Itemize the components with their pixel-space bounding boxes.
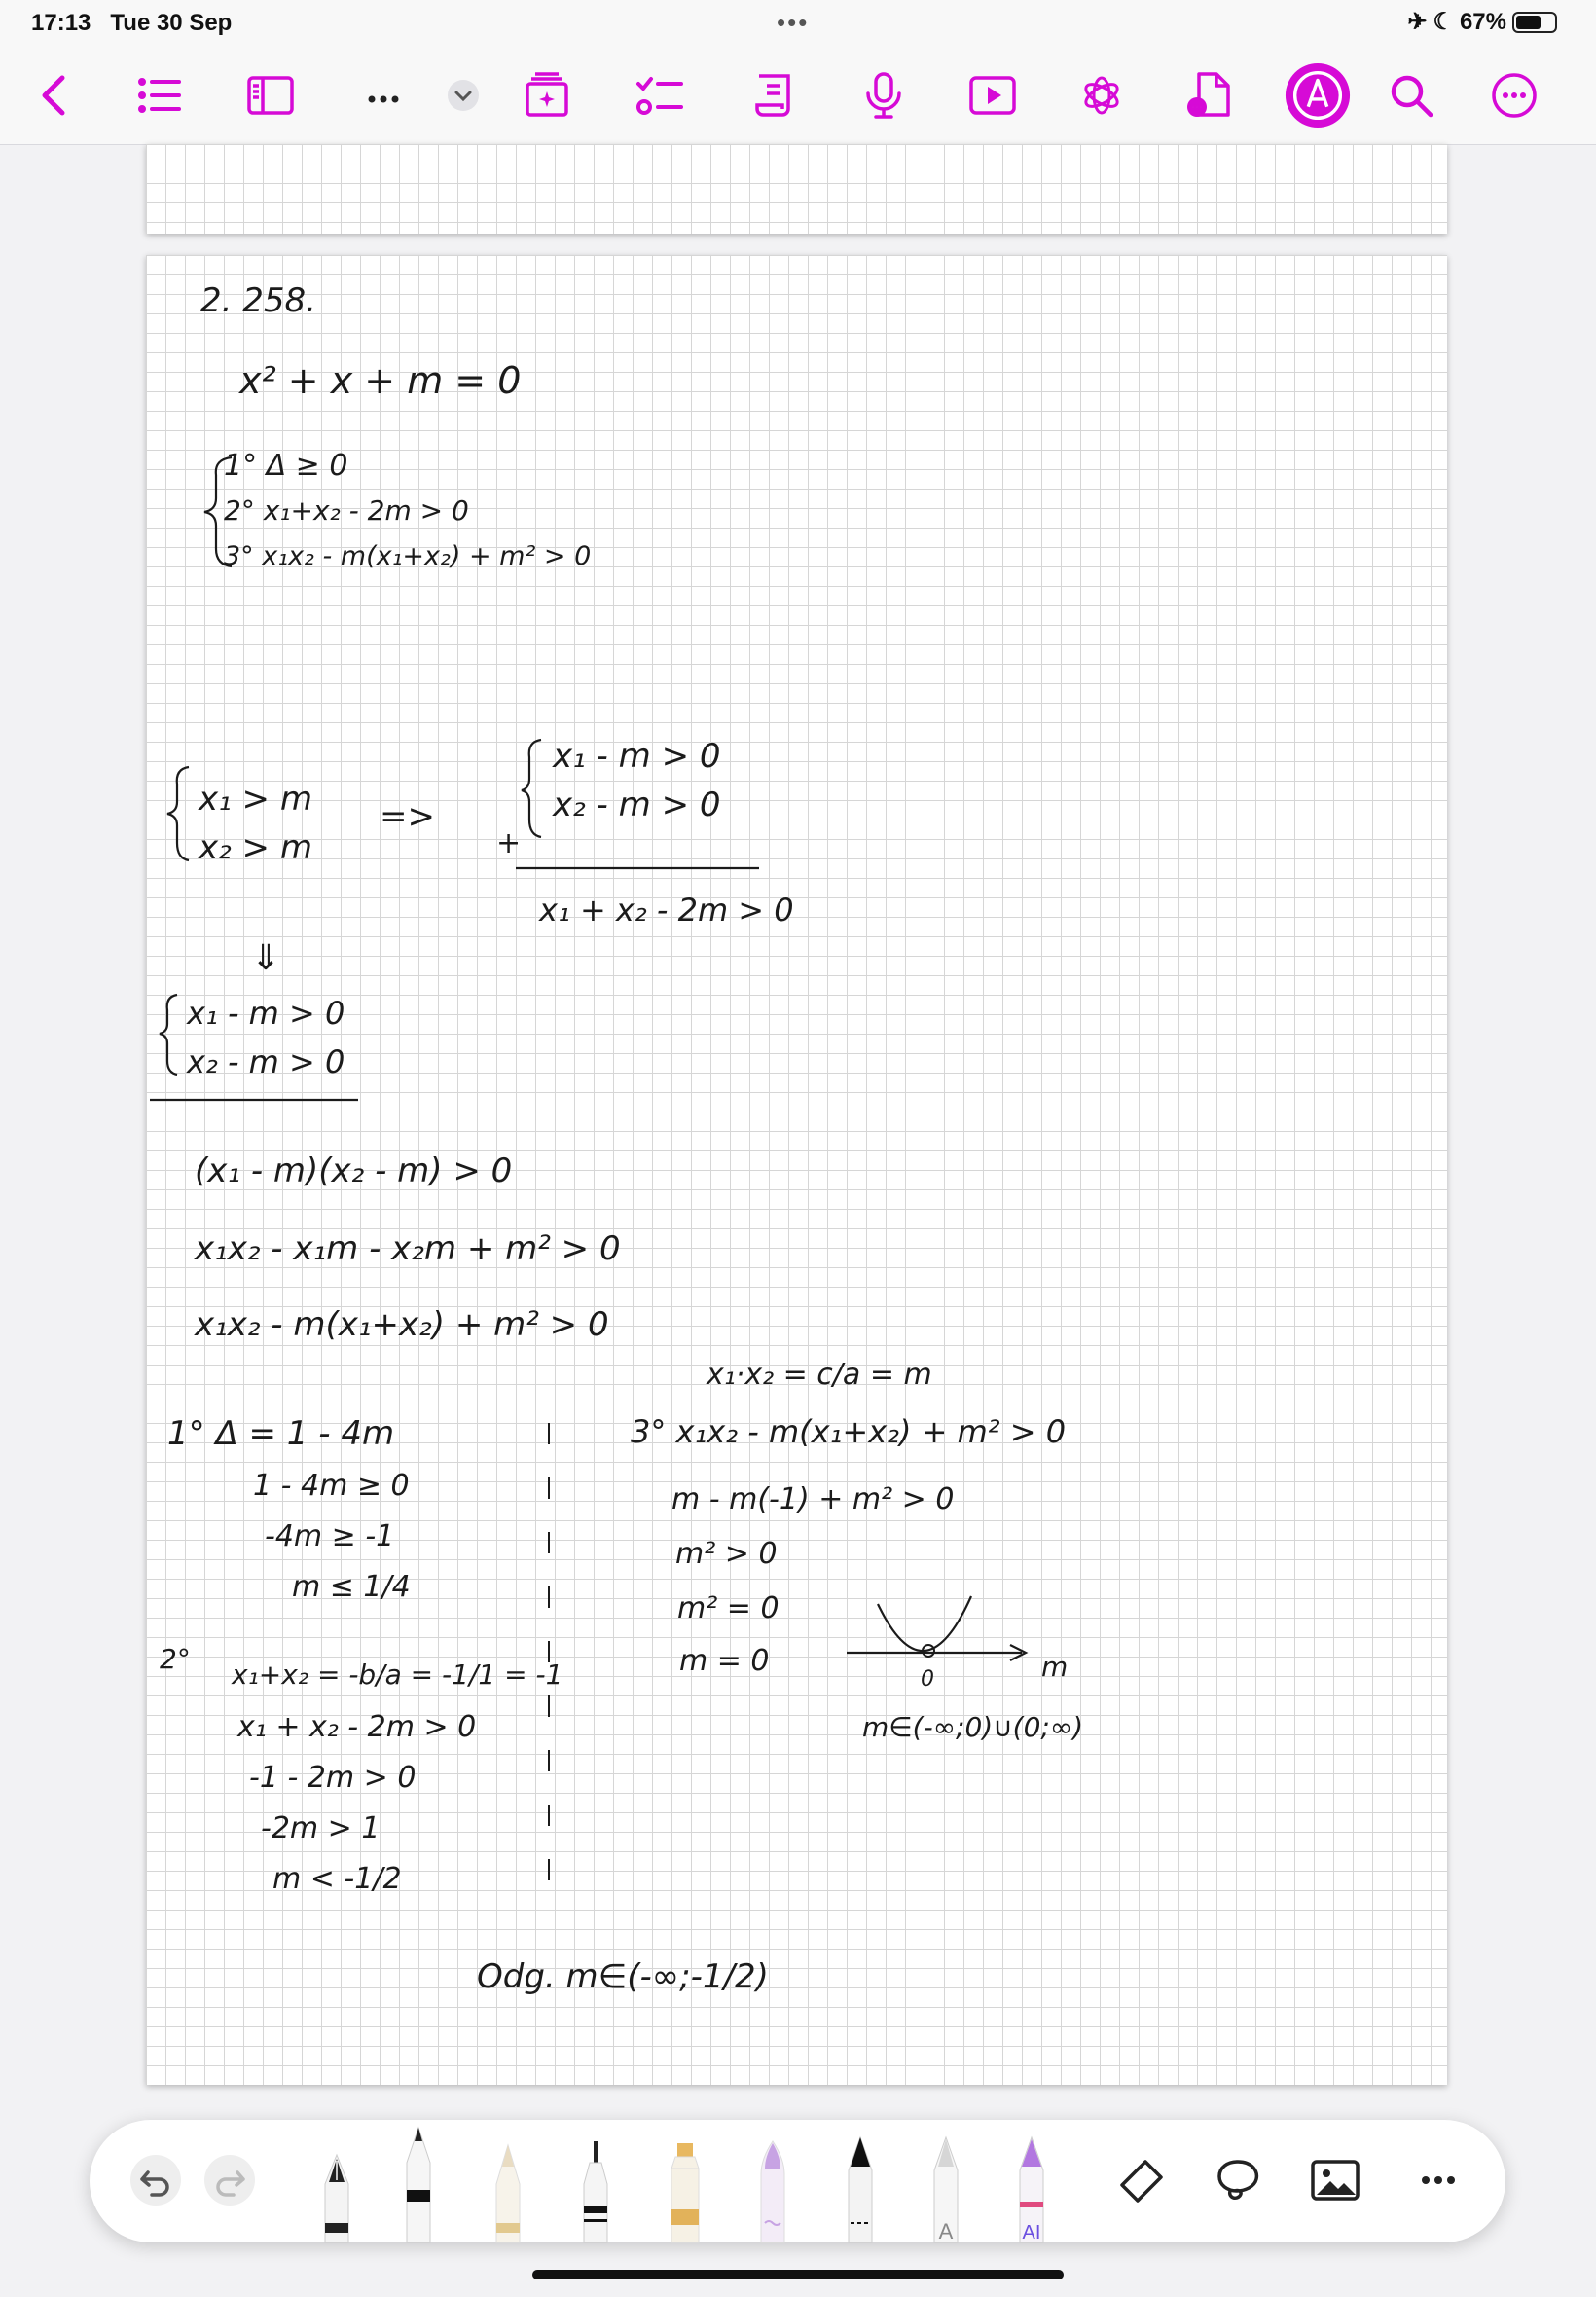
- part2-3: -1 - 2m > 0: [249, 1761, 417, 1795]
- down-arrow: ⇓: [251, 938, 281, 978]
- notebook-page[interactable]: [146, 255, 1447, 2085]
- fineliner-tool[interactable]: [576, 2141, 615, 2242]
- brace-a: [167, 767, 189, 860]
- part3-2: m - m(-1) + m² > 0: [671, 1482, 955, 1516]
- implies-arrow: =>: [380, 797, 435, 836]
- play-icon[interactable]: [963, 66, 1022, 125]
- part1-1: 1° Δ = 1 - 4m: [167, 1414, 395, 1453]
- more-circle-icon[interactable]: [1485, 66, 1543, 125]
- final-answer: Odg. m∈(-∞;-1/2): [477, 1957, 769, 1996]
- condition-3: 3° x₁x₂ - m(x₁+x₂) + m² > 0: [224, 541, 592, 571]
- checklist-icon[interactable]: [631, 66, 689, 125]
- microphone-icon[interactable]: [854, 66, 913, 125]
- derive-b-1: x₁ - m > 0: [553, 737, 721, 776]
- plus-sign: +: [496, 826, 522, 860]
- battery-icon: [1512, 12, 1557, 33]
- eraser-icon[interactable]: [1113, 2151, 1172, 2209]
- brace-c: [160, 995, 177, 1075]
- tool-palette: [90, 2120, 1505, 2242]
- more-horiz-icon[interactable]: [354, 66, 413, 125]
- search-icon[interactable]: [1382, 66, 1440, 125]
- derive-a-1: x₁ > m: [199, 780, 312, 819]
- list-icon[interactable]: [130, 66, 189, 125]
- home-indicator[interactable]: [532, 2270, 1064, 2279]
- ai-pen-label: AI: [1022, 2222, 1041, 2243]
- parabola-graph: [847, 1596, 1068, 1692]
- product-1: (x₁ - m)(x₂ - m) > 0: [195, 1151, 513, 1190]
- vieta-formula: x₁·x₂ = c/a = m: [707, 1358, 932, 1392]
- part3-1: 3° x₁x₂ - m(x₁+x₂) + m² > 0: [631, 1413, 1067, 1450]
- graph-zero-label: 0: [921, 1667, 934, 1692]
- fountain-pen-tool[interactable]: [317, 2147, 356, 2242]
- part2-2: x₁ + x₂ - 2m > 0: [237, 1710, 477, 1744]
- chevron-down-icon[interactable]: [434, 66, 492, 125]
- chatgpt-icon[interactable]: [1072, 66, 1131, 125]
- status-date: Tue 30 Sep: [110, 10, 233, 36]
- battery-percent: 67%: [1459, 8, 1506, 35]
- status-time: 17:13 Tue 30 Sep: [31, 10, 233, 36]
- status-bar: [0, 0, 1596, 47]
- part3-4: m² = 0: [677, 1591, 780, 1625]
- derive-c-2: x₂ - m > 0: [187, 1043, 345, 1080]
- ai-pen-tool[interactable]: [1012, 2137, 1051, 2242]
- product-2: x₁x₂ - x₁m - x₂m + m² > 0: [195, 1229, 621, 1268]
- ai-insert-icon[interactable]: [518, 66, 576, 125]
- file-share-icon[interactable]: [1181, 66, 1240, 125]
- derive-a-2: x₂ > m: [199, 828, 312, 867]
- derive-b-2: x₂ - m > 0: [553, 785, 721, 824]
- problem-number: 2. 258.: [200, 281, 316, 320]
- font-pen-label: A: [938, 2219, 954, 2243]
- airplane-icon: ✈: [1407, 9, 1428, 35]
- part1-2: 1 - 4m ≥ 0: [253, 1469, 410, 1503]
- condition-1: 1° Δ ≥ 0: [224, 449, 348, 483]
- equation: x² + x + m = 0: [239, 359, 522, 402]
- moon-icon: ☾: [1433, 9, 1454, 35]
- font-pen-tool[interactable]: [926, 2137, 965, 2242]
- brace-b: [522, 740, 541, 837]
- pen-mode-icon[interactable]: [1283, 60, 1353, 130]
- watercolor-brush-tool[interactable]: [753, 2141, 792, 2242]
- more-tools-icon[interactable]: [1409, 2151, 1468, 2209]
- status-right: [1407, 8, 1557, 36]
- part2-5: m < -1/2: [272, 1862, 402, 1896]
- previous-page[interactable]: [146, 144, 1447, 234]
- marker-tool[interactable]: [841, 2137, 880, 2242]
- scroll-icon[interactable]: [745, 66, 804, 125]
- interval-result: m∈(-∞;0)∪(0;∞): [862, 1711, 1084, 1743]
- part3-3: m² > 0: [675, 1537, 778, 1571]
- sum-result: x₁ + x₂ - 2m > 0: [539, 892, 794, 929]
- product-3: x₁x₂ - m(x₁+x₂) + m² > 0: [195, 1305, 609, 1344]
- image-icon[interactable]: [1306, 2151, 1364, 2209]
- part1-3: -4m ≥ -1: [265, 1519, 395, 1553]
- parabola-curve: [878, 1596, 971, 1651]
- pencil-tool[interactable]: [489, 2145, 527, 2242]
- back-icon[interactable]: [25, 66, 84, 125]
- handwriting-layer: [146, 255, 1447, 2085]
- derive-c-1: x₁ - m > 0: [187, 995, 345, 1032]
- ballpoint-pen-tool[interactable]: [399, 2128, 438, 2242]
- undo-button[interactable]: [127, 2151, 185, 2209]
- part2-1: x₁+x₂ = -b/a = -1/1 = -1: [232, 1659, 563, 1691]
- highlighter-tool[interactable]: [664, 2143, 707, 2242]
- redo-button[interactable]: [200, 2151, 259, 2209]
- part3-5: m = 0: [679, 1644, 770, 1678]
- graph-axis-label: m: [1041, 1651, 1069, 1683]
- part2-label: 2°: [160, 1643, 191, 1675]
- condition-2: 2° x₁+x₂ - 2m > 0: [224, 494, 469, 527]
- lasso-icon[interactable]: [1209, 2151, 1267, 2209]
- sidebar-icon[interactable]: [241, 66, 300, 125]
- part2-4: -2m > 1: [261, 1811, 381, 1845]
- part1-4: m ≤ 1/4: [292, 1570, 411, 1604]
- multitask-dots-icon[interactable]: •••: [777, 8, 810, 37]
- toolbar: [0, 47, 1596, 145]
